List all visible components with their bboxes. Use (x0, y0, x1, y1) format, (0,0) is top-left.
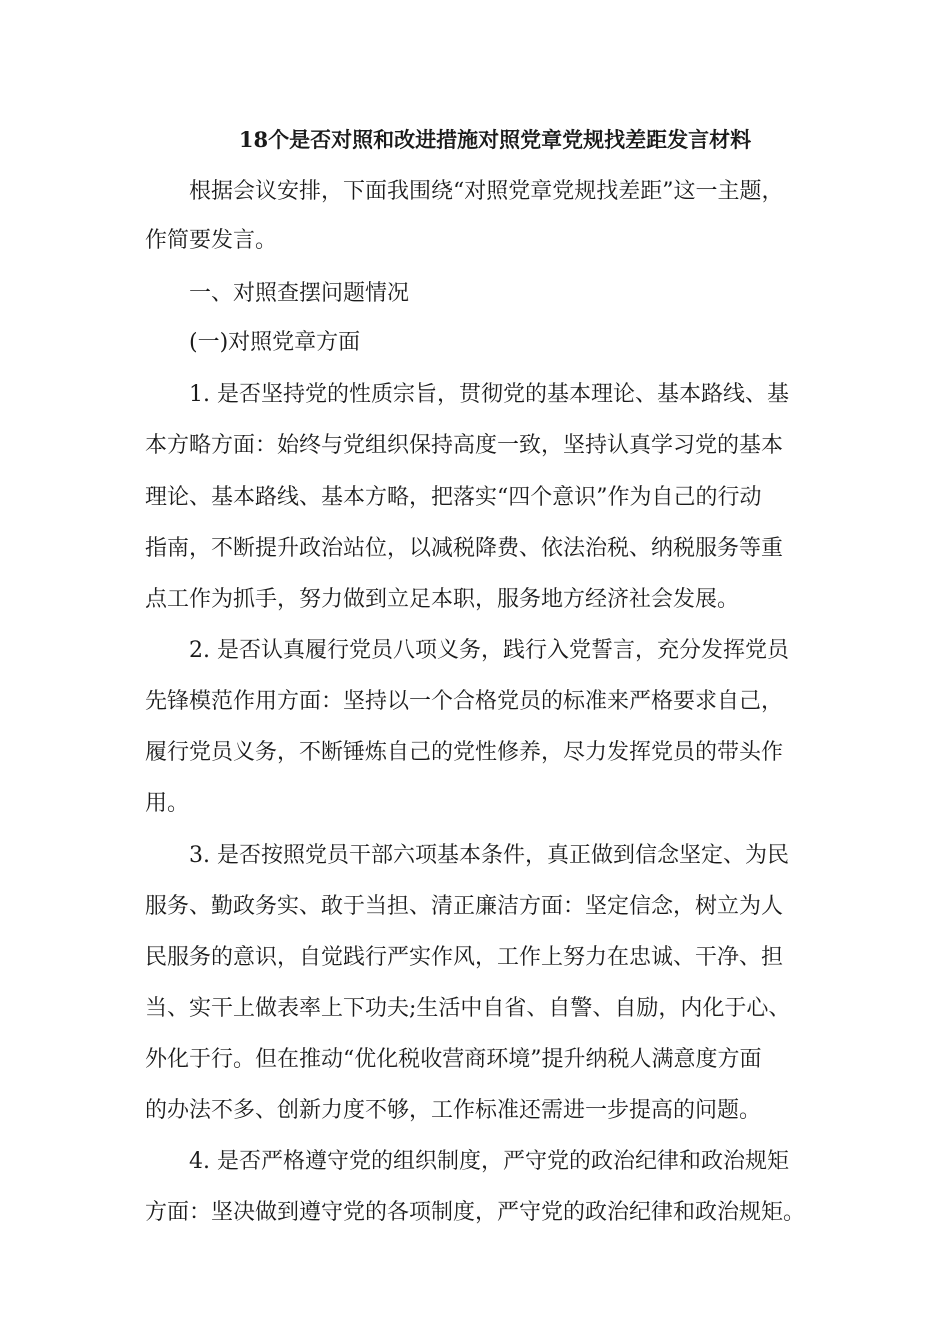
paragraph-line: 本方略方面：始终与党组织保持高度一致，坚持认真学习党的基本 (145, 433, 784, 458)
paragraph-line: 先锋模范作用方面：坚持以一个合格党员的标准来严格要求自己， (145, 689, 784, 714)
paragraph-line: 3. 是否按照党员干部六项基本条件，真正做到信念坚定、为民 (189, 843, 789, 868)
paragraph-line: 2. 是否认真履行党员八项义务，践行入党誓言，充分发挥党员 (189, 638, 789, 663)
paragraph-line: 的办法不多、创新力度不够，工作标准还需进一步提高的问题。 (145, 1098, 762, 1123)
document-title: 18个是否对照和改进措施对照党章党规找差距发言材料 (238, 127, 752, 152)
paragraph-line: 理论、基本路线、基本方略，把落实“四个意识”作为自己的行动 (145, 485, 762, 510)
paragraph-line: 方面：坚决做到遵守党的各项制度，严守党的政治纪律和政治规矩。 (145, 1200, 806, 1225)
paragraph-line: 点工作为抓手，努力做到立足本职，服务地方经济社会发展。 (145, 587, 740, 612)
paragraph-line: 当、实干上做表率上下功夫;生活中自省、自警、自励，内化于心、 (145, 996, 791, 1021)
paragraph-line: 服务、勤政务实、敢于当担、清正廉洁方面：坚定信念，树立为人 (145, 894, 784, 919)
subsection-heading: (一)对照党章方面 (189, 330, 361, 355)
paragraph-line: 履行党员义务，不断锤炼自己的党性修养，尽力发挥党员的带头作 (145, 740, 784, 765)
paragraph-line: 根据会议安排，下面我围绕“对照党章党规找差距”这一主题， (189, 179, 784, 204)
paragraph-line: 作简要发言。 (145, 228, 278, 253)
paragraph-line: 民服务的意识，自觉践行严实作风，工作上努力在忠诚、干净、担 (145, 945, 784, 970)
paragraph-line: 用。 (145, 791, 190, 816)
paragraph-line: 4. 是否严格遵守党的组织制度，严守党的政治纪律和政治规矩 (189, 1149, 789, 1174)
paragraph-line: 指南，不断提升政治站位，以减税降费、依法治税、纳税服务等重 (145, 536, 784, 561)
paragraph-line: 外化于行。但在推动“优化税收营商环境”提升纳税人满意度方面 (145, 1047, 762, 1072)
paragraph-line: 1. 是否坚持党的性质宗旨，贯彻党的基本理论、基本路线、基 (189, 382, 789, 407)
section-heading: 一、对照查摆问题情况 (189, 281, 410, 306)
